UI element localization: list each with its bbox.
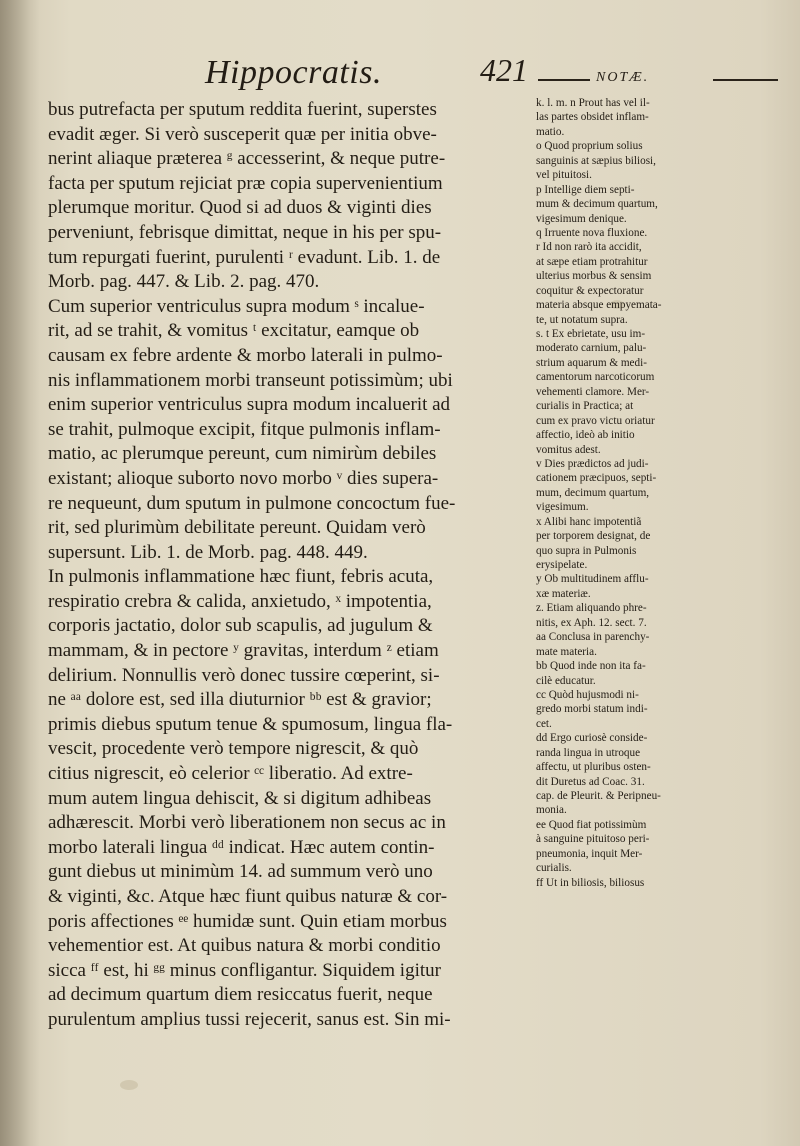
note-line: cap. de Pleurit. & Peripneu-: [536, 790, 661, 802]
note-line: à sanguine pituitoso peri-: [536, 833, 650, 846]
note-line: per torporem designat, de: [536, 530, 651, 543]
text-line: Morb. pag. 447. & Lib. 2. pag. 470.: [48, 271, 320, 293]
text-line: facta per sputum rejiciat præ copia supervenientium: [48, 172, 443, 194]
text-line: vescit, procedente verò tempore nigrescit, & quò: [48, 738, 419, 760]
note-line: vigesimum.: [536, 501, 589, 514]
text-line: respiratio crebra & calida, anxietudo, ˣ impotentia,: [48, 590, 432, 612]
text-line: adhærescit. Morbi verò liberationem non secus ac in: [48, 812, 446, 834]
text-line: mum autem lingua dehiscit, & si digitum adhibeas: [48, 787, 432, 809]
note-line: p Intellige diem septi-: [536, 183, 635, 196]
text-line: evadit æger. Si verò susceperit quæ per initia obve-: [48, 123, 437, 145]
page-number: 421: [480, 52, 528, 88]
note-line: vigesimum denique.: [536, 212, 627, 225]
note-line: ulterius morbus & sensim: [536, 270, 652, 283]
note-line: matio.: [536, 125, 565, 138]
note-line: curialis in Practica; at: [536, 400, 634, 413]
note-line: bb Quod inde non ita fa-: [536, 660, 646, 673]
note-line: materia absque empyemata-: [536, 299, 662, 312]
note-line: dd Ergo curiosè conside-: [536, 732, 648, 745]
text-line: existant; alioque suborto novo morbo ᵛ dies supera-: [48, 467, 439, 489]
text-line: In pulmonis inflammatione hæc fiunt, febris acuta,: [48, 566, 434, 588]
note-line: quo supra in Pulmonis: [536, 544, 637, 557]
note-line: strium aquarum & medi-: [536, 356, 647, 369]
text-line: rit, sed plurimùm debilitate pereunt. Quidam verò: [48, 517, 426, 539]
notes-heading: NOTÆ.: [596, 70, 650, 85]
text-line: vehementior est. At quibus natura & morbi conditio: [48, 935, 441, 957]
text-line: primis diebus sputum tenue & spumosum, lingua fla-: [48, 713, 453, 735]
note-line: nitis, ex Aph. 12. sect. 7.: [536, 616, 647, 629]
note-line: te, ut notatum supra.: [536, 313, 628, 326]
paper-stain: [120, 1080, 138, 1090]
text-line: bus putrefacta per sputum reddita fuerint, superstes: [48, 99, 437, 120]
note-line: xæ materiæ.: [536, 587, 591, 600]
note-line: mate materia.: [536, 645, 597, 658]
note-line: cilè educatur.: [536, 674, 596, 687]
text-line: poris affectiones ᵉᵉ humidæ sunt. Quin etiam morbus: [48, 910, 447, 932]
heading-rule: [538, 79, 590, 81]
note-line: at sæpe etiam protrahitur: [536, 255, 648, 268]
text-line: se trahit, pulmoque excipit, fitque pulmonis inflam-: [48, 418, 441, 440]
text-line: rit, ad se trahit, & vomitus ᵗ excitatur, eamque ob: [48, 320, 420, 342]
note-line: coquitur & expectoratur: [536, 284, 644, 297]
note-line: vehementi clamore. Mer-: [536, 385, 650, 398]
note-line: z. Etiam aliquando phre-: [536, 602, 647, 615]
text-line: perveniunt, febrisque dimittat, neque in his per spu-: [48, 221, 442, 243]
note-line: affectu, ut pluribus osten-: [536, 761, 651, 774]
note-line: k. l. m. n Prout has vel il-: [536, 97, 650, 109]
note-line: vomitus adest.: [536, 443, 601, 456]
note-line: las partes obsidet inflam-: [536, 111, 649, 124]
text-line: tum repurgati fuerint, purulenti ʳ evadunt. Lib. 1. de: [48, 246, 441, 268]
text-line: ne ᵃᵃ dolore est, sed illa diuturnior ᵇᵇ est & gravior;: [48, 689, 432, 711]
note-line: mum, decimum quartum,: [536, 486, 650, 499]
text-line: supersunt. Lib. 1. de Morb. pag. 448. 449.: [48, 541, 368, 563]
note-line: vel pituitosi.: [536, 169, 592, 182]
text-line: gunt diebus ut minimùm 14. ad summum verò uno: [48, 861, 433, 883]
running-title: Hippocratis.: [205, 54, 382, 91]
text-line: enim superior ventriculus supra modum incaluerit ad: [48, 394, 451, 416]
text-line: citius nigrescit, eò celerior ᶜᶜ liberatio. Ad extre-: [48, 763, 413, 785]
note-line: q Irruente nova fluxione.: [536, 226, 648, 239]
note-line: randa lingua in utroque: [536, 746, 641, 759]
text-line: ad decimum quartum diem resiccatus fuerit, neque: [48, 984, 433, 1006]
note-line: erysipelate.: [536, 559, 588, 571]
note-line: curialis.: [536, 862, 572, 875]
note-line: o Quod proprium solius: [536, 140, 643, 153]
text-line: Cum superior ventriculus supra modum ˢ incalue-: [48, 295, 425, 317]
note-line: gredo morbi statum indi-: [536, 703, 648, 716]
note-line: cum ex pravo victu oriatur: [536, 414, 655, 427]
text-line: purulentum amplius tussi rejecerit, sanus est. Sin mi-: [48, 1008, 451, 1030]
note-line: aa Conclusa in parenchy-: [536, 631, 650, 644]
text-line: delirium. Nonnullis verò donec tussire cœperint, si-: [48, 664, 440, 686]
note-line: monia.: [536, 804, 567, 817]
note-line: affectio, ideò ab initio: [536, 429, 635, 442]
notes-heading-block: [538, 70, 778, 92]
note-line: r Id non rarò ita accidit,: [536, 241, 642, 254]
text-line: nerint aliaque præterea ᵍ accesserint, & neque putre-: [48, 148, 446, 170]
note-line: cc Quòd hujusmodi ni-: [536, 688, 639, 701]
text-line: & viginti, &c. Atque hæc fiunt quibus naturæ & cor-: [48, 886, 448, 907]
text-line: corporis jactatio, dolor sub scapulis, ad jugulum &: [48, 615, 433, 637]
note-line: ee Quod fiat potissimùm: [536, 818, 647, 831]
text-line: nis inflammationem morbi transeunt potissimùm; ubi: [48, 369, 453, 391]
note-line: sanguinis at sæpius biliosi,: [536, 154, 656, 167]
note-line: cet.: [536, 717, 552, 730]
text-line: sicca ᶠᶠ est, hi ᵍᵍ minus confligantur. Siquidem igitur: [48, 959, 441, 981]
note-line: camentorum narcoticorum: [536, 371, 655, 384]
note-line: moderato carnium, palu-: [536, 342, 647, 355]
text-line: plerumque moritur. Quod si ad duos & viginti dies: [48, 197, 432, 219]
note-line: v Dies prædictos ad judi-: [536, 457, 649, 470]
note-line: pneumonia, inquit Mer-: [536, 847, 643, 860]
text-line: morbo laterali lingua ᵈᵈ indicat. Hæc autem contin-: [48, 836, 435, 858]
notes-column: [536, 96, 786, 890]
note-line: ff Ut in biliosis, biliosus: [536, 876, 645, 889]
text-line: re nequeunt, dum sputum in pulmone concoctum fue-: [48, 492, 456, 514]
gutter-shadow: [0, 0, 40, 1146]
text-line: matio, ac plerumque pereunt, cum nimirùm debiles: [48, 443, 437, 465]
text-line: mammam, & in pectore ʸ gravitas, interdum ᶻ etiam: [48, 640, 439, 662]
note-line: x Alibi hanc impotentiã: [536, 515, 642, 528]
note-line: dit Duretus ad Coac. 31.: [536, 775, 645, 788]
text-line: causam ex febre ardente & morbo laterali in pulmo-: [48, 344, 443, 366]
main-text-column: [48, 98, 538, 1033]
note-line: s. t Ex ebrietate, usu im-: [536, 328, 646, 340]
heading-rule: [713, 79, 778, 81]
note-line: mum & decimum quartum,: [536, 198, 658, 211]
note-line: cationem præcipuos, septi-: [536, 472, 657, 485]
note-line: y Ob multitudinem afflu-: [536, 573, 649, 586]
